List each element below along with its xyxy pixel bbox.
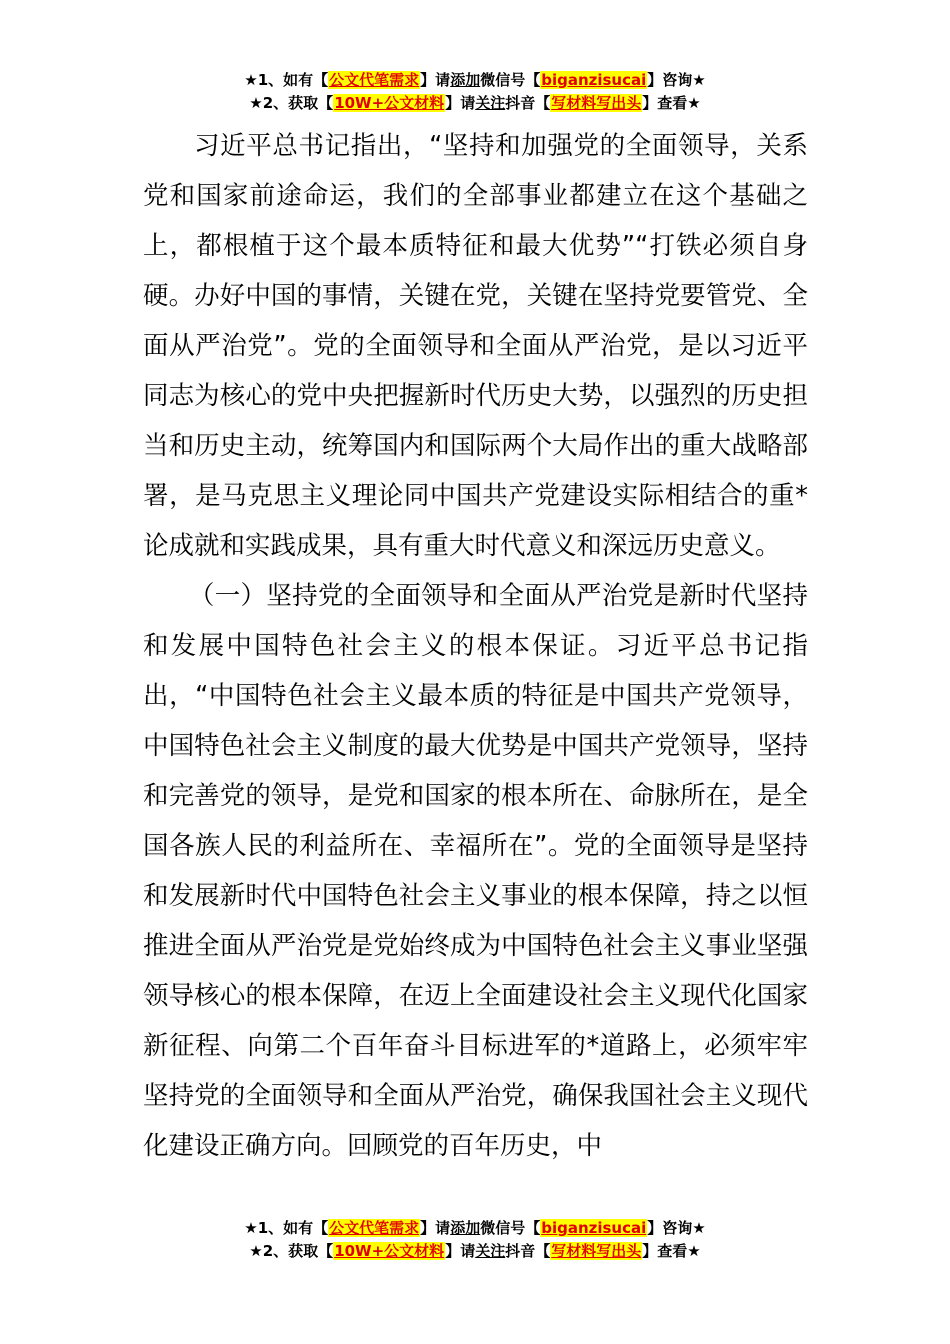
banner-text: ★1、如有【	[244, 1219, 329, 1237]
paragraph: 习近平总书记指出，“坚持和加强党的全面领导，关系党和国家前途命运，我们的全部事业都建立在这个基础之上，都根植于这个最本质特征和最大优势”“打铁必须自身硬。办好中国的事情，关键在党，关键在坚持党要管党、全面从严治党”。党的全面领导和全面从严治党，是以习近平同志为核心的党中央把握新时代历史大势，以强烈的历史担当和历史主动，统筹国内和国际两个大局作出的重大战略部署，是马克思主义理论同中国共产党建设实际相结合的重*论成就和实践成果，具有重大时代意义和深远历史意义。	[143, 131, 808, 561]
banner-text: 】查看★	[642, 94, 701, 112]
banner-text: 】请	[420, 71, 451, 89]
banner-text: 抖音【	[505, 94, 551, 112]
banner-text: 关注	[475, 1242, 506, 1260]
banner-text: 微信号【	[480, 1219, 541, 1237]
banner-line-2	[0, 92, 950, 115]
banner-text: 添加	[450, 1219, 481, 1237]
banner-text: 抖音【	[505, 1242, 551, 1260]
banner-text: ★2、获取【	[249, 1242, 334, 1260]
banner-text: ★1、如有【	[244, 71, 329, 89]
banner-highlight: 写材料写出头	[551, 1242, 642, 1260]
banner-text: 微信号【	[480, 71, 541, 89]
banner-highlight: biganzisucai	[541, 1219, 647, 1237]
banner-highlight: biganzisucai	[541, 71, 647, 89]
banner-highlight: 10W+公文材料	[334, 94, 445, 112]
banner-text: ★2、获取【	[249, 94, 334, 112]
banner-line-1	[0, 1217, 950, 1240]
banner-text: 】请	[445, 94, 476, 112]
banner-text: 】请	[445, 1242, 476, 1260]
top-banner	[0, 69, 950, 115]
banner-text: 】咨询★	[647, 71, 706, 89]
document-body	[143, 121, 808, 1171]
banner-highlight: 公文代笔需求	[329, 71, 420, 89]
banner-highlight: 公文代笔需求	[329, 1219, 420, 1237]
banner-text: 】咨询★	[647, 1219, 706, 1237]
bottom-banner	[0, 1217, 950, 1263]
banner-text: 关注	[475, 94, 506, 112]
banner-line-2	[0, 1240, 950, 1263]
banner-text: 添加	[450, 71, 481, 89]
banner-line-1	[0, 69, 950, 92]
banner-text: 】请	[420, 1219, 451, 1237]
banner-highlight: 写材料写出头	[551, 94, 642, 112]
banner-highlight: 10W+公文材料	[334, 1242, 445, 1260]
paragraph: （一）坚持党的全面领导和全面从严治党是新时代坚持和发展中国特色社会主义的根本保证。习近平总书记指出，“中国特色社会主义最本质的特征是中国共产党领导，中国特色社会主义制度的最大优势是中国共产党领导，坚持和完善党的领导，是党和国家的根本所在、命脉所在，是全国各族人民的利益所在、幸福所在”。党的全面领导是坚持和发展新时代中国特色社会主义事业的根本保障，持之以恒推进全面从严治党是党始终成为中国特色社会主义事业坚强领导核心的根本保障，在迈上全面建设社会主义现代化国家新征程、向第二个百年奋斗目标进军的*道路上，必须牢牢坚持党的全面领导和全面从严治党，确保我国社会主义现代化建设正确方向。回顾党的百年历史，中	[143, 581, 808, 1161]
banner-text: 】查看★	[642, 1242, 701, 1260]
